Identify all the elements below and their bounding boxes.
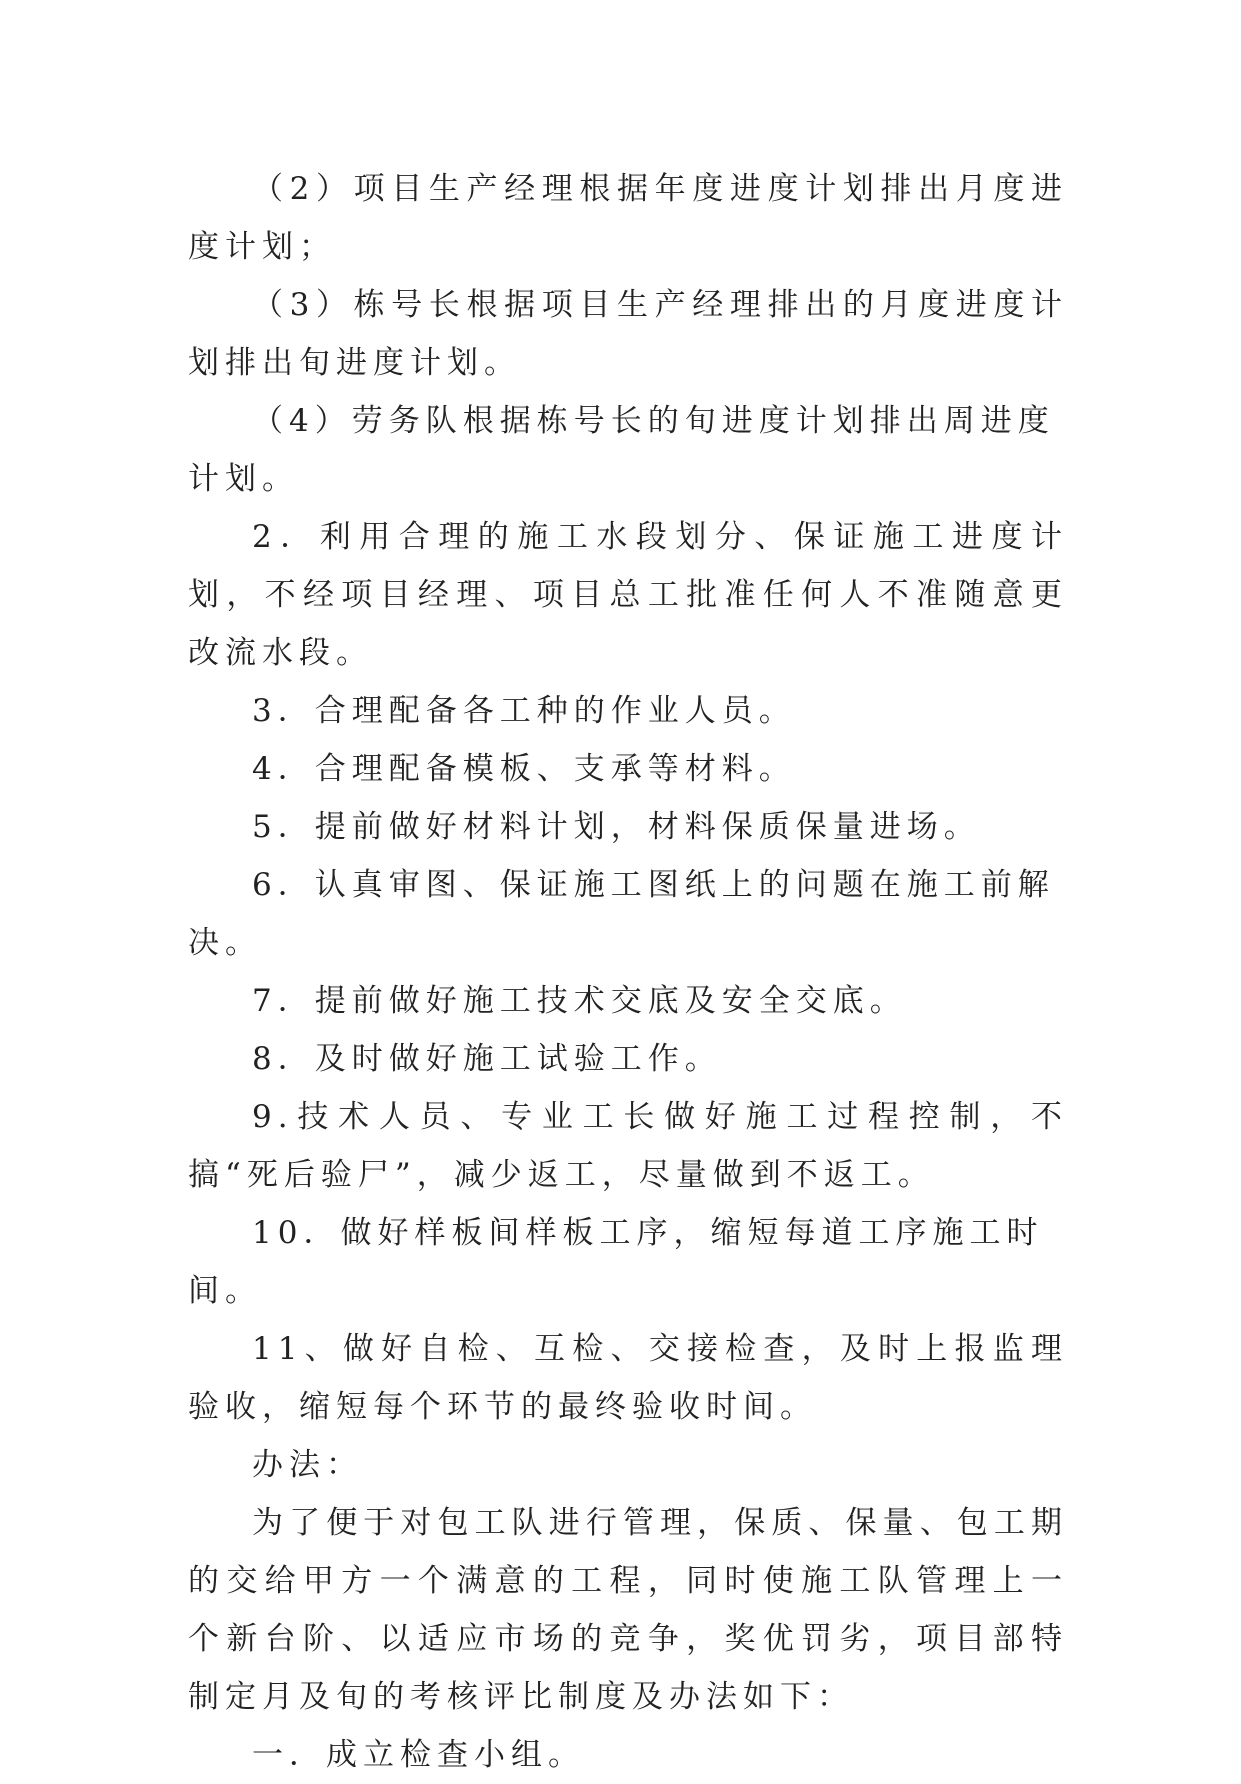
paragraph: 一．成立检查小组。 bbox=[252, 1737, 585, 1773]
paragraph: 9.技术人员、专业工长做好施工过程控制，不搞“死后验尸”，减少返工，尽量做到不返工。 bbox=[188, 1099, 1068, 1193]
paragraph: 2．利用合理的施工水段划分、保证施工进度计划，不经项目经理、项目总工批准任何人不准随意更改流水段。 bbox=[188, 519, 1068, 671]
paragraph: 4．合理配备模板、支承等材料。 bbox=[252, 751, 796, 787]
paragraph: （3）栋号长根据项目生产经理排出的月度进度计划排出旬进度计划。 bbox=[188, 287, 1068, 381]
paragraph: 办法： bbox=[252, 1447, 363, 1483]
paragraph: 为了便于对包工队进行管理，保质、保量、包工期的交给甲方一个满意的工程，同时使施工队管理上一个新台阶、以适应市场的竞争，奖优罚劣，项目部特制定月及旬的考核评比制度及办法如下： bbox=[188, 1505, 1068, 1715]
paragraph: 6．认真审图、保证施工图纸上的问题在施工前解决。 bbox=[188, 867, 1055, 961]
paragraph: 10．做好样板间样板工序，缩短每道工序施工时间。 bbox=[188, 1215, 1044, 1309]
paragraph: 3．合理配备各工种的作业人员。 bbox=[252, 693, 796, 729]
paragraph: （2）项目生产经理根据年度进度计划排出月度进度计划； bbox=[188, 171, 1068, 265]
document-body bbox=[188, 160, 1068, 1784]
paragraph: 11、做好自检、互检、交接检查，及时上报监理验收，缩短每个环节的最终验收时间。 bbox=[188, 1331, 1068, 1425]
paragraph: 8．及时做好施工试验工作。 bbox=[252, 1041, 722, 1077]
paragraph: 7．提前做好施工技术交底及安全交底。 bbox=[252, 983, 907, 1019]
paragraph: 5．提前做好材料计划，材料保质保量进场。 bbox=[252, 809, 981, 845]
paragraph: （4）劳务队根据栋号长的旬进度计划排出周进度计划。 bbox=[188, 403, 1055, 497]
